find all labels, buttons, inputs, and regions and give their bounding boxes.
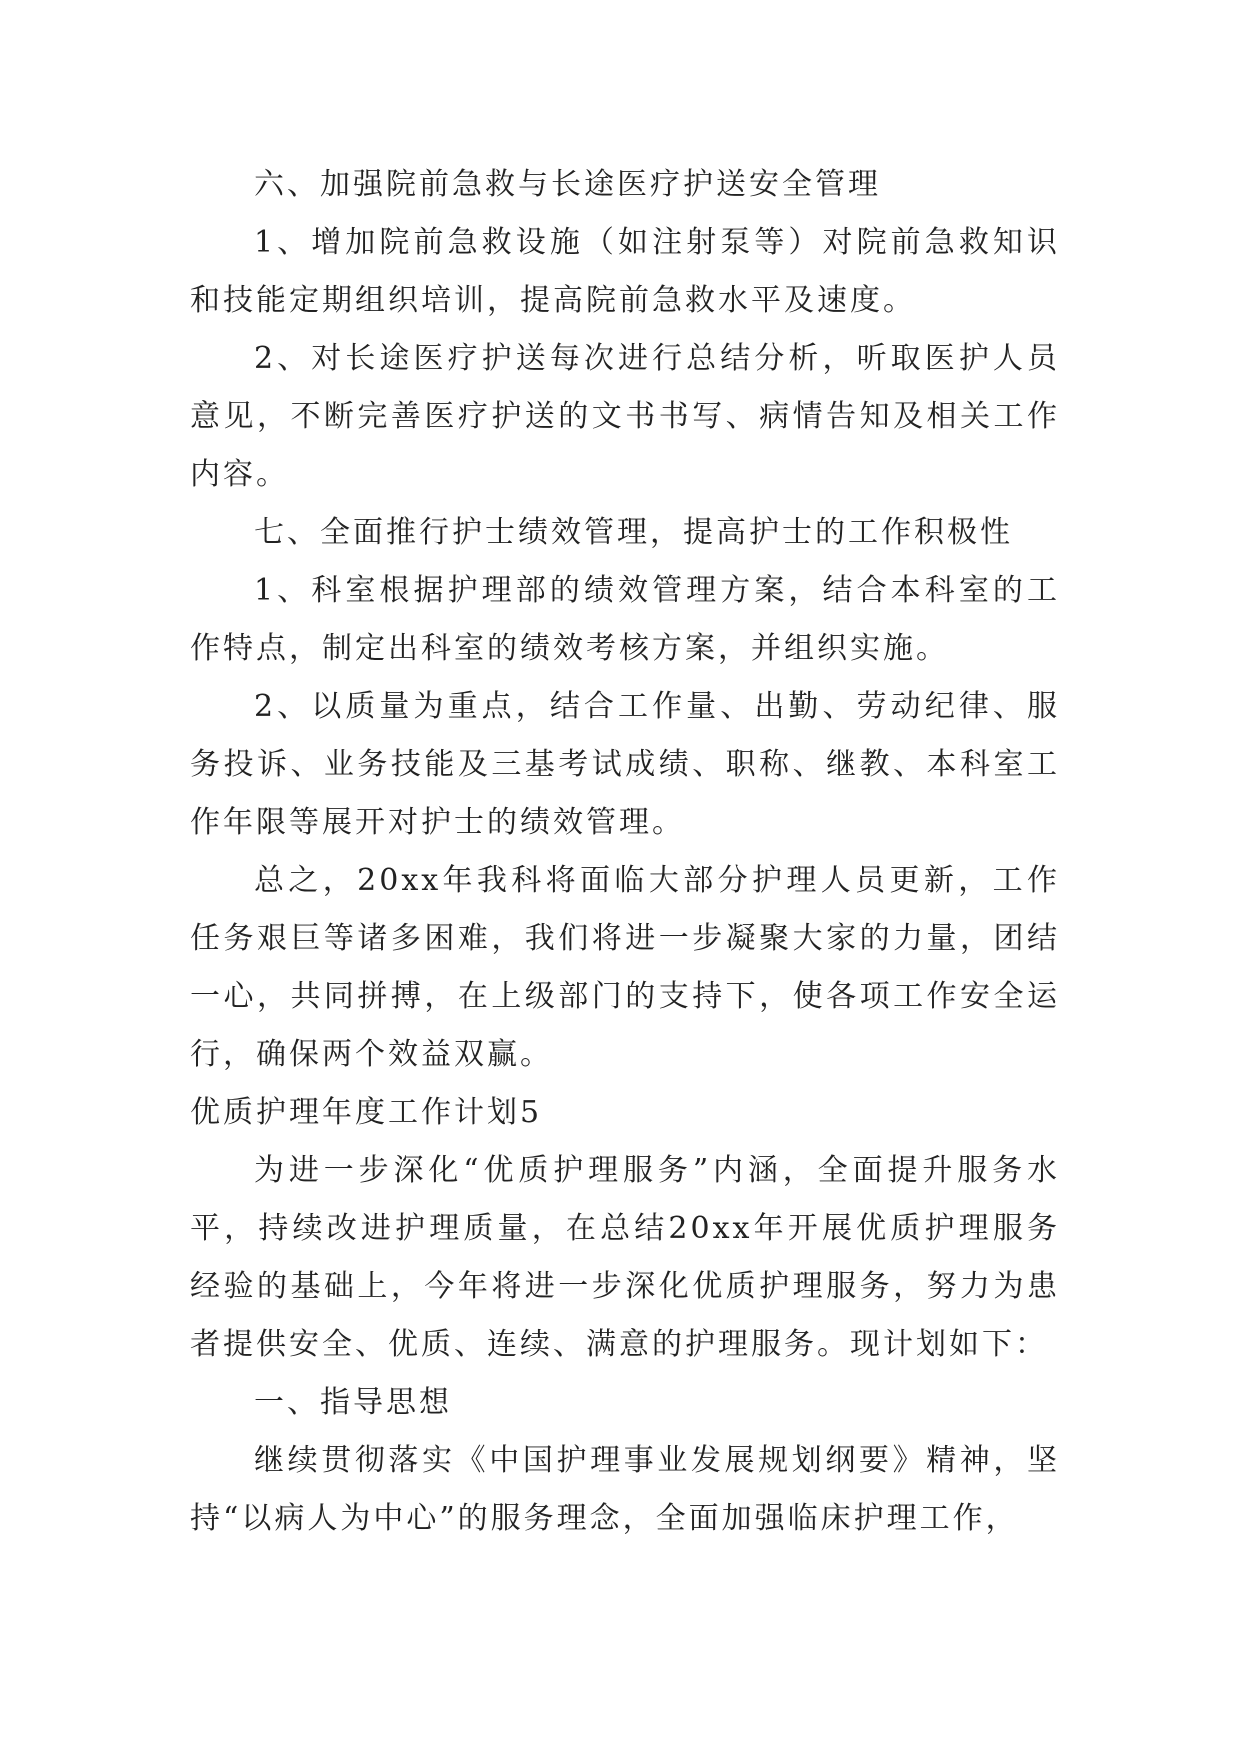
paragraph-performance-quality: 2、以质量为重点，结合工作量、出勤、劳动纪律、服务投诉、业务技能及三基考试成绩、职称、继教、本科室工作年限等展开对护士的绩效管理。 <box>190 689 1060 840</box>
paragraph-transport-summary: 2、对长途医疗护送每次进行总结分析，听取医护人员意见，不断完善医疗护送的文书书写、病情告知及相关工作内容。 <box>190 341 1060 492</box>
heading-guiding-ideology: 一、指导思想 <box>254 1385 452 1420</box>
heading-seven: 七、全面推行护士绩效管理，提高护士的工作积极性 <box>254 515 1013 550</box>
paragraph-performance-plan: 1、科室根据护理部的绩效管理方案，结合本科室的工作特点，制定出科室的绩效考核方案，并组织实施。 <box>190 573 1060 666</box>
paragraph-prehospital-training: 1、增加院前急救设施（如注射泵等）对院前急救知识和技能定期组织培训，提高院前急救水平及速度。 <box>190 225 1060 318</box>
paragraph-intro: 为进一步深化“优质护理服务”内涵，全面提升服务水平，持续改进护理质量，在总结20xx年开展优质护理服务经验的基础上，今年将进一步深化优质护理服务，努力为患者提供安全、优质、连续、满意的护理服务。现计划如下： <box>190 1153 1060 1362</box>
section-title: 优质护理年度工作计划5 <box>190 1095 543 1130</box>
paragraph-conclusion: 总之，20xx年我科将面临大部分护理人员更新，工作任务艰巨等诸多困难，我们将进一步凝聚大家的力量，团结一心，共同拼搏，在上级部门的支持下，使各项工作安全运行，确保两个效益双赢。 <box>190 863 1060 1072</box>
document-body <box>190 156 1060 1548</box>
heading-six: 六、加强院前急救与长途医疗护送安全管理 <box>254 167 881 202</box>
paragraph-guiding-ideology: 继续贯彻落实《中国护理事业发展规划纲要》精神，坚持“以病人为中心”的服务理念，全面加强临床护理工作， <box>190 1443 1060 1536</box>
